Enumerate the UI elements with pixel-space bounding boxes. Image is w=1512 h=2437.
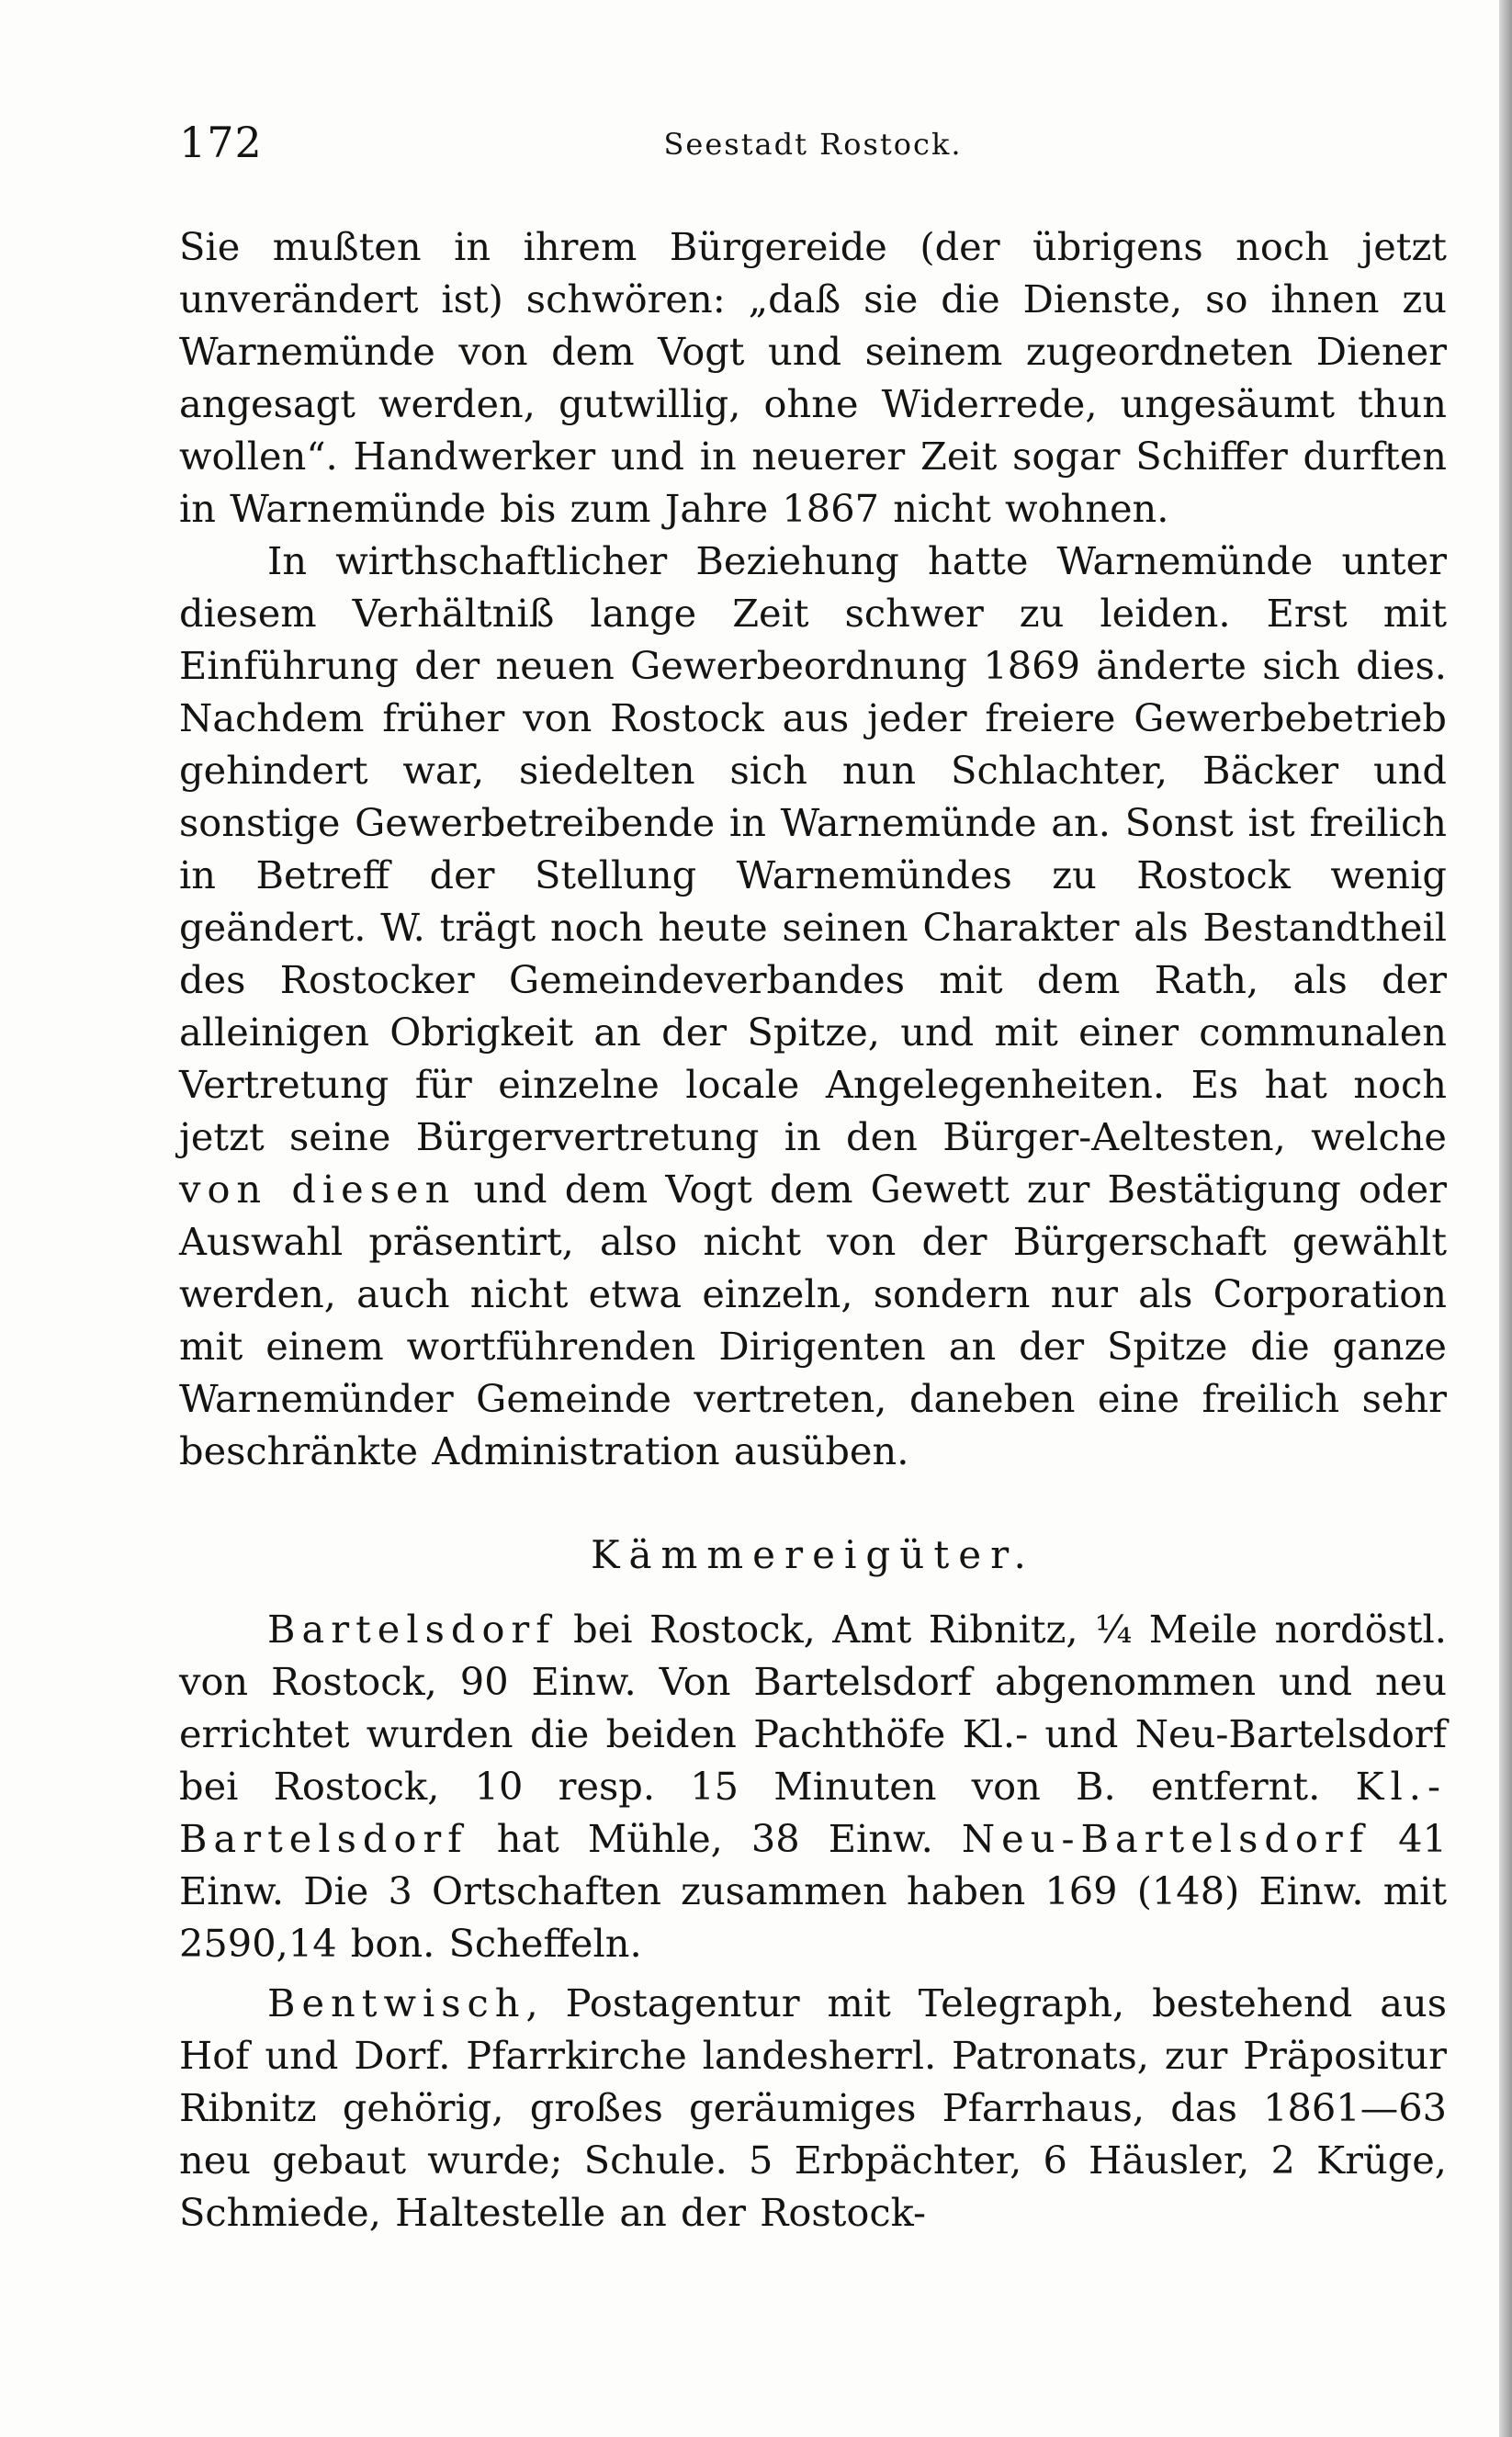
paragraph-2-text: In wirthschaftlicher Beziehung hatte Warnemünde unter diesem Verhältniß lange Zeit schwer zu leiden. Erst mit Einführung der neuen Gewerbeordnung 1869 änderte sich dies. Nachdem früher von Rostock aus jeder freiere Gewerbebetrieb gehindert war, siedelten sich nun Schlachter, Bäcker und sonstige Gewerbetreibende in Warnemünde an. Sonst ist freilich in Betreff der Stellung Warnemündes zu Rostock wenig geändert. W. trägt noch heute seinen Charakter als Bestandtheil des Rostocker Gemeindeverbandes mit dem Rath, als der alleinigen Obrigkeit an der Spitze, und mit einer communalen Vertretung für einzelne locale Angelegenheiten. Es hat noch jetzt seine Bürgervertretung in den Bürger-Aeltesten, welche [179, 538, 1447, 1159]
sub-entry-text: hat Mühle, 38 Einw. [496, 1816, 933, 1861]
section-heading: Kämmereigüter. [591, 1532, 1035, 1577]
entry-bartelsdorf [179, 1603, 1447, 1969]
running-title: Seestadt Rostock. [663, 127, 963, 162]
sub-entry-name: Neu-Bartelsdorf [961, 1816, 1371, 1861]
page-edge [1499, 0, 1512, 2437]
entry-bentwisch [179, 1977, 1447, 2239]
sub-entry-text: 41 Einw. Die 3 Ortschaften zusammen haben 169 (148) Einw. mit 2590,14 bon. Scheffeln. [179, 1816, 1447, 1966]
paragraph-2-text-continued: und dem Vogt dem Gewett zur Bestätigung oder Auswahl präsentirt, also nicht von der Bürgerschaft gewählt werden, auch nicht etwa einzeln, sondern nur als Corporation mit einem wortführenden Dirigenten an der Spitze die ganze Warnemünder Gemeinde vertreten, daneben eine freilich sehr beschränkte Administration ausüben. [179, 1167, 1447, 1473]
sub-entry-name: Kl.-Bartelsdorf [179, 1764, 1447, 1861]
entry-text: bei Rostock, Amt Ribnitz, ¼ Meile nordöstl. von Rostock, 90 Einw. Von Bartelsdorf abgenommen und neu errichtet wurden die beiden Pachthöfe Kl.- und Neu-Bartelsdorf bei Rostock, 10 resp. 15 Minuten von B. entfernt. [179, 1607, 1447, 1809]
paragraph-1 [179, 220, 1447, 535]
entry-name: Bartelsdorf [267, 1607, 557, 1652]
page-body [179, 220, 1447, 2239]
paragraph-1-text: Sie mußten in ihrem Bürgereide (der übrigens noch jetzt unverändert ist) schwören: „daß sie die Dienste, so ihnen zu Warnemünde von dem Vogt und seinem zugeordneten Diener angesagt werden, gutwillig, ohne Widerrede, ungesäumt thun wollen“. Handwerker und in neuerer Zeit sogar Schiffer durften in Warnemünde bis zum Jahre 1867 nicht wohnen. [179, 224, 1447, 531]
entry-name: Bentwisch [267, 1980, 526, 2025]
entry-text: , Postagentur mit Telegraph, bestehend aus Hof und Dorf. Pfarrkirche landesherrl. Patronats, zur Präpositur Ribnitz gehörig, großes geräumiges Pfarrhaus, das 1861—63 neu gebaut wurde; Schule. 5 Erbpächter, 6 Häusler, 2 Krüge, Schmiede, Haltestelle an der Rostock- [179, 1980, 1447, 2235]
entry-spacer [179, 1969, 1447, 1977]
paragraph-2 [179, 535, 1447, 1477]
spaced-emphasis: von diesen [179, 1167, 457, 1212]
page-number: 172 [179, 118, 263, 167]
page-header [179, 118, 1447, 191]
